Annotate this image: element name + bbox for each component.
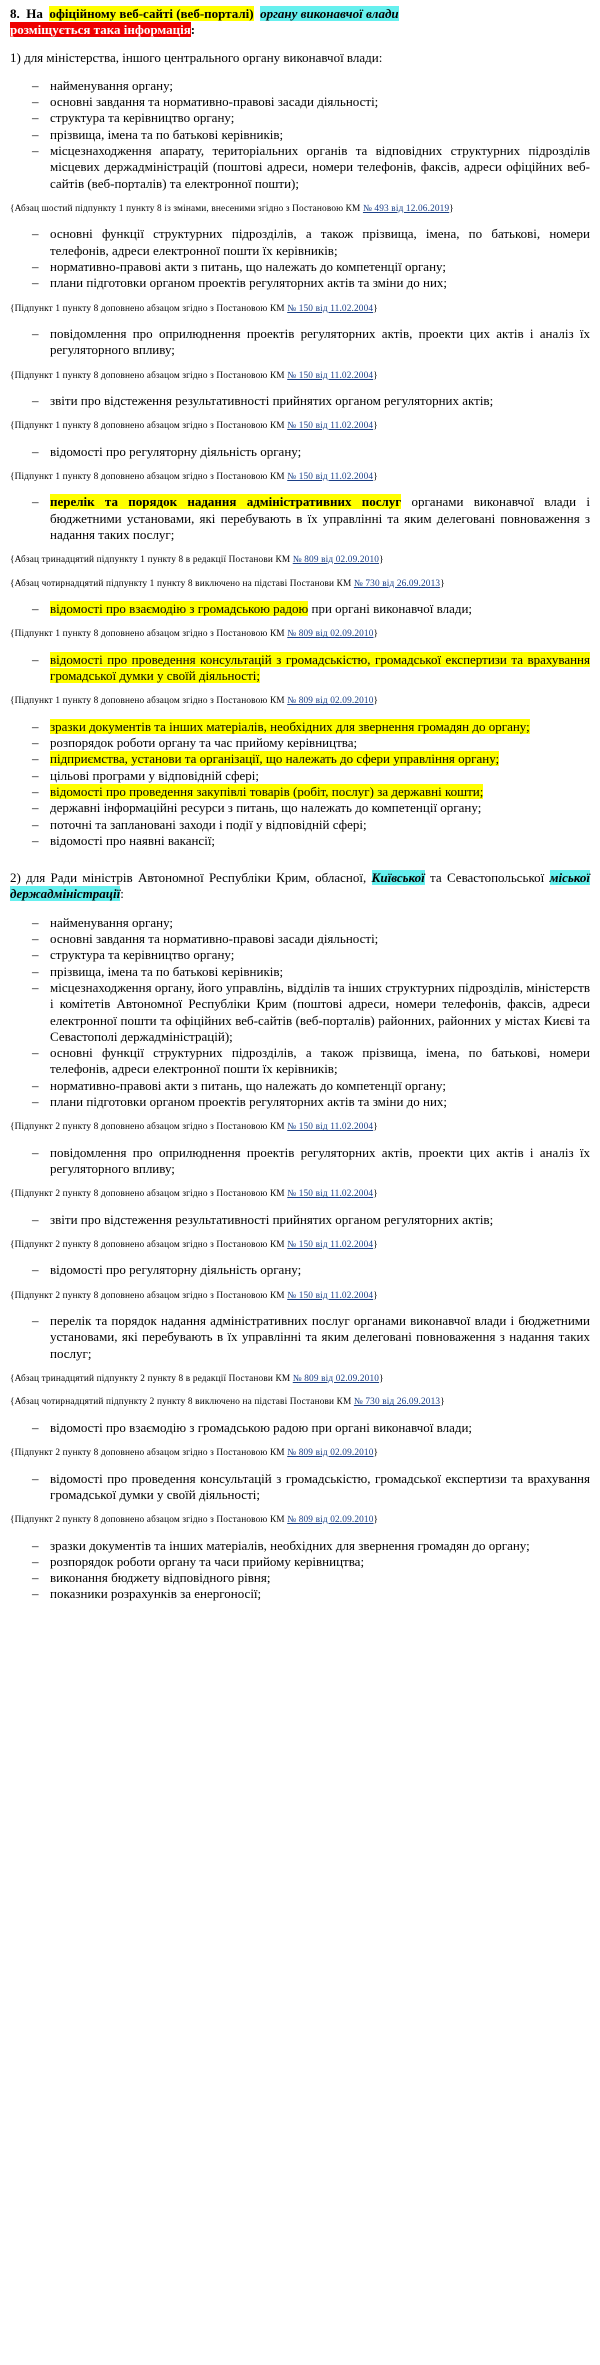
list-item-text: цільові програми у відповідній сфері; [50,767,260,783]
admin-services-rest: органами виконавчої влади і бюджетними установами, які перебувають в їх управлінні та яким делеговані повноваження з надання таких послуг; [50,494,590,542]
section-1-item-reports [10,393,590,409]
amendment-link[interactable]: № 809 від 02.09.2010 [287,1448,374,1459]
list-item: – плани підготовки органом проектів регуляторних актів та зміни до них; [10,1094,590,1110]
section-1-item-regulatory-info [10,444,590,460]
list-item: – звіти про відстеження результативності прийнятих органом регуляторних актів; [10,393,590,409]
list-item [10,719,590,735]
amendment-link[interactable]: № 150 від 11.02.2004 [287,1189,374,1200]
note-text-after: } [379,1374,384,1385]
list-item: – структура та керівництво органу; [10,110,590,126]
section-2-title-part-2: та Севастопольської [424,870,550,886]
amendment-link[interactable]: № 809 від 02.09.2010 [292,1374,380,1385]
list-item [10,833,590,849]
list-item: – прізвища, імена та по батькові керівників; [10,964,590,980]
amendment-note [10,1121,590,1133]
amendment-note [10,695,590,707]
section-2-title-cyan-2: міської держадміністрації [10,870,590,902]
section-2-title [10,870,590,903]
section-2-item-reports [10,1212,590,1228]
list-item [10,800,590,816]
amendment-link[interactable]: № 809 від 02.09.2010 [292,555,380,566]
note-text-after: } [373,303,378,314]
list-item: – повідомлення про оприлюднення проектів регуляторних актів, проекти цих актів і аналіз їх регуляторного впливу; [10,326,590,359]
heading-colon: : [190,22,196,38]
admin-services-highlight: перелік та порядок надання адміністративних послуг [50,494,402,510]
amendment-note [10,471,590,483]
note-text-before: {Підпункт 1 пункту 8 доповнено абзацом згідно з Постановою КМ [10,696,288,707]
list-item [10,494,590,543]
section-2-item-admin-services [10,1313,590,1362]
list-item [10,817,590,833]
list-item: – основні завдання та нормативно-правові засади діяльності; [10,94,590,110]
amendment-note [10,1290,590,1302]
amendment-note [10,1188,590,1200]
list-item: – відомості про регуляторну діяльність органу; [10,1262,590,1278]
note-text-after: } [373,1290,378,1301]
section-1-title: 1) для міністерства, іншого центрального органу виконавчої влади: [10,49,383,65]
list-item [10,768,590,784]
amendment-note [10,554,590,566]
list-item: – перелік та порядок надання адміністративних послуг органами виконавчої влади і бюджетними установами, які перебувають в їх управлінні та яким делеговані повноваження з надання таких послуг; [10,1313,590,1362]
amendment-link[interactable]: № 150 від 11.02.2004 [287,1122,374,1133]
section-spacer [10,860,590,870]
list-item: – показники розрахунків за енергоносії; [10,1586,590,1602]
heading-highlight-yellow: офіційному веб-сайті (веб-порталі) [49,6,254,21]
list-item: – плани підготовки органом проектів регуляторних актів та зміни до них; [10,275,590,291]
list-item: – прізвища, імена та по батькові керівників; [10,127,590,143]
section-2-title-part-1: 2) для Ради міністрів Автономної Республіки Крим, обласної, [10,870,372,886]
note-text-before: {Абзац тринадцятий підпункту 1 пункту 8 в редакції Постанови КМ [10,555,293,566]
amendment-link[interactable]: № 150 від 11.02.2004 [287,303,374,314]
amendment-link[interactable]: № 150 від 11.02.2004 [287,1240,374,1251]
amendment-note [10,1447,590,1459]
public-council-rest: при органі виконавчої влади; [308,601,473,617]
amendment-note [10,1514,590,1526]
section-2-list-group-2 [10,1538,590,1603]
list-item [10,751,590,767]
note-text-before: {Підпункт 2 пункту 8 доповнено абзацом згідно з Постановою КМ [10,1290,288,1301]
amendment-link[interactable]: № 809 від 02.09.2010 [287,696,374,707]
list-item-text: відомості про проведення закупівлі товарів (робіт, послуг) за державні кошти; [50,783,484,799]
note-text-after: } [373,1189,378,1200]
note-text-before: {Підпункт 2 пункту 8 доповнено абзацом згідно з Постановою КМ [10,1515,288,1526]
note-text-after: } [373,696,379,707]
list-item: – основні функції структурних підрозділів, а також прізвища, імена, по батькові, номери телефонів, адреси електронної пошти їх керівників; [10,1045,590,1078]
list-item: – нормативно-правові акти з питань, що належать до компетенції органу; [10,1078,590,1094]
section-2-item-regulatory-info [10,1262,590,1278]
section-2-item-publication [10,1145,590,1178]
public-council-highlight: відомості про взаємодію з громадською радою [50,601,309,617]
section-1-item-admin-services [10,494,590,543]
amendment-note [10,420,590,432]
note-text-after: } [373,1515,379,1526]
list-item: – відомості про проведення консультацій з громадськістю, громадської експертизи та врахування громадської думки у своїй діяльності; [10,1471,590,1504]
section-2-title-cyan-1: Київської [371,870,425,886]
section-2-list-group-1 [10,915,590,1111]
amendment-note [10,203,590,215]
note-text-after: } [449,203,454,214]
note-text-after: } [373,1240,378,1251]
amendment-note [10,303,590,315]
note-text-before: {Підпункт 2 пункту 8 доповнено абзацом згідно з Постановою КМ [10,1448,288,1459]
amendment-note [10,1239,590,1251]
section-2-item-consultations [10,1471,590,1504]
section-2-item-public-council [10,1420,590,1436]
section-1-item-consultations [10,652,590,685]
note-text-after: } [440,1397,445,1408]
list-item-text: поточні та заплановані заходи і події у відповідній сфері; [50,816,367,832]
note-text-before: {Підпункт 2 пункту 8 доповнено абзацом згідно з Постановою КМ [10,1122,288,1133]
amendment-link[interactable]: № 809 від 02.09.2010 [287,1515,374,1526]
note-text-before: {Абзац тринадцятий підпункту 2 пункту 8 в редакції Постанови КМ [10,1374,293,1385]
note-text-before: {Підпункт 1 пункту 8 доповнено абзацом згідно з Постановою КМ [10,303,288,314]
list-item: – повідомлення про оприлюднення проектів регуляторних актів, проекти цих актів і аналіз їх регуляторного впливу; [10,1145,590,1178]
heading-highlight-cyan: органу виконавчої влади [260,6,399,21]
section-1-item-publication [10,326,590,359]
note-text-after: } [373,1122,378,1133]
note-text-after: } [440,578,445,589]
amendment-link[interactable]: № 809 від 02.09.2010 [287,629,374,640]
note-text-after: } [373,629,379,640]
list-item: – основні функції структурних підрозділів, а також прізвища, імена, по батькові, номери телефонів, адреси електронної пошти їх керівників; [10,226,590,259]
amendment-link[interactable]: № 730 від 26.09.2013 [353,1397,441,1408]
note-text-before: {Підпункт 1 пункту 8 доповнено абзацом згідно з Постановою КМ [10,471,288,482]
note-text-before: {Підпункт 1 пункту 8 доповнено абзацом згідно з Постановою КМ [10,370,288,381]
note-text-before: {Підпункт 1 пункту 8 доповнено абзацом згідно з Постановою КМ [10,421,288,432]
note-text-after: } [379,555,384,566]
list-item-text: підприємства, установи та організації, що належать до сфери управління органу; [50,751,500,767]
list-item: – відомості про взаємодію з громадською радою при органі виконавчої влади; [10,1420,590,1436]
heading-part-1: На [26,6,43,21]
list-item: – відомості про регуляторну діяльність органу; [10,444,590,460]
note-text-before: {Абзац шостий підпункту 1 пункту 8 із змінами, внесеними згідно з Постановою КМ [10,203,363,214]
note-text-after: } [373,471,378,482]
amendment-link[interactable]: № 150 від 11.02.2004 [287,471,374,482]
list-item [10,735,590,751]
section-1-list-group-1 [10,78,590,192]
heading-number: 8. [10,6,20,21]
amendment-note [10,370,590,382]
heading-highlight-red: розміщується така інформація [10,22,191,38]
amendment-link[interactable]: № 150 від 11.02.2004 [287,1290,374,1301]
amendment-note [10,1373,590,1385]
note-text-after: } [373,421,378,432]
list-item: – основні завдання та нормативно-правові засади діяльності; [10,931,590,947]
section-1-list-group-3 [10,719,590,849]
list-item [10,601,590,617]
section-1-item-public-council [10,601,590,617]
list-item: – звіти про відстеження результативності прийнятих органом регуляторних актів; [10,1212,590,1228]
list-item-text: зразки документів та інших матеріалів, необхідних для звернення громадян до органу; [50,718,530,734]
note-text-after: } [373,1448,379,1459]
amendment-link[interactable]: № 150 від 11.02.2004 [287,370,374,381]
amendment-link[interactable]: № 493 від 12.06.2019 [362,203,450,214]
note-text-before: {Абзац чотирнадцятий підпункту 2 пункту 8 виключено на підставі Постанови КМ [10,1397,354,1408]
list-item: – виконання бюджету відповідного рівня; [10,1570,590,1586]
list-item: – структура та керівництво органу; [10,947,590,963]
note-text-before: {Підпункт 1 пункту 8 доповнено абзацом згідно з Постановою КМ [10,629,288,640]
list-item-text: відомості про наявні вакансії; [50,832,216,848]
amendment-note [10,628,590,640]
note-text-after: } [373,370,378,381]
list-item [10,784,590,800]
list-item: – розпорядок роботи органу та часи прийому керівництва; [10,1554,590,1570]
list-item: – найменування органу; [10,78,590,94]
section-2-title-part-3: : [120,886,124,902]
note-text-before: {Абзац чотирнадцятий підпункту 1 пункту 8 виключено на підставі Постанови КМ [10,578,354,589]
consultations-highlight: відомості про проведення консультацій з громадськістю, громадської експертизи та врахування громадської думки у своїй діяльності; [50,651,590,684]
amendment-link[interactable]: № 150 від 11.02.2004 [287,421,374,432]
list-item-text: розпорядок роботи органу та час прийому керівництва; [50,735,358,751]
list-item [10,652,590,685]
note-text-before: {Підпункт 2 пункту 8 доповнено абзацом згідно з Постановою КМ [10,1189,288,1200]
amendment-note [10,1396,590,1408]
note-text-before: {Підпункт 2 пункту 8 доповнено абзацом згідно з Постановою КМ [10,1240,288,1251]
amendment-link[interactable]: № 730 від 26.09.2013 [353,578,441,589]
amendment-note [10,578,590,590]
list-item: – нормативно-правові акти з питань, що належать до компетенції органу; [10,259,590,275]
list-item-text: державні інформаційні ресурси з питань, що належать до компетенції органу; [50,800,482,816]
page-title [10,6,590,39]
list-item: – місцезнаходження апарату, територіальних органів та відповідних структурних підрозділів місцевих держадміністрацій (поштові адреси, номери телефонів, факсів, адреси офіційних веб-сайтів (веб-порталів) та електронної пошти); [10,143,590,192]
list-item: – зразки документів та інших матеріалів, необхідних для звернення громадян до органу; [10,1538,590,1554]
list-item: – найменування органу; [10,915,590,931]
list-item: – місцезнаходження органу, його управлінь, відділів та інших структурних підрозділів, міністерств і комітетів Автономної Республіки Крим (поштові адреси, номери телефонів, факсів, адреси електронної пошти та офіційних веб-сайтів (веб-порталів) районних, районних у містах Києві та Севастополі держадміністрацій); [10,980,590,1045]
section-1-list-group-2 [10,226,590,291]
